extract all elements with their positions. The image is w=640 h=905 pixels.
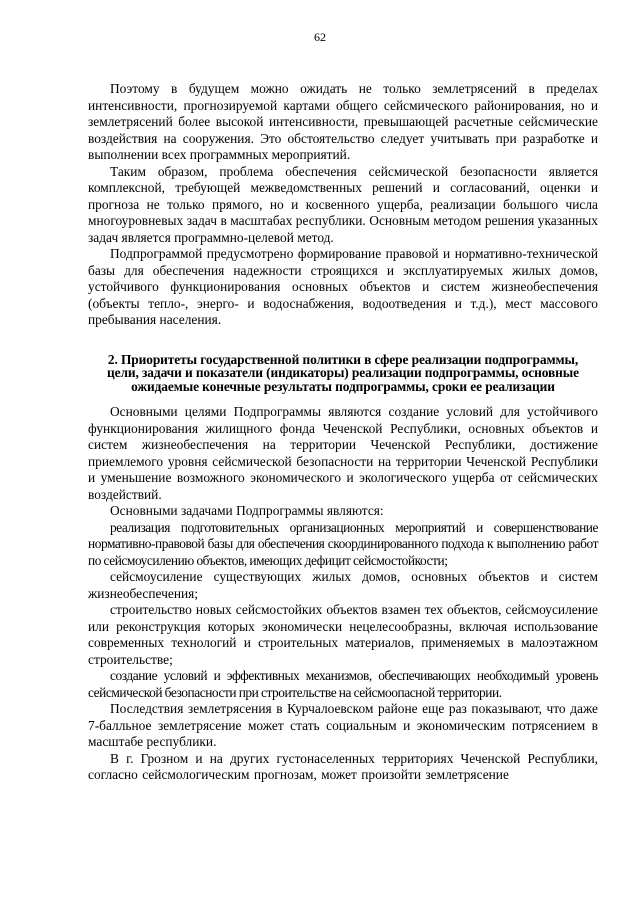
paragraph-main-goals: Основными целями Подпрограммы являются создание условий для устойчивого функционирования жилищного фонда Чеченской Республики, основных объектов и систем жизнеобеспечения на территории Чеченской Республики, достижение приемлемого уровня сейсмической безопасности на территории Чеченской Республики и уменьшение возможного экономического и экологического ущерба от сейсмических воздействий.	[88, 404, 598, 502]
section-heading: 2. Приоритеты государственной политики в сфере реализации подпрограммы, цели, задачи и показатели (индикаторы) реализации подпрограммы, основные ожидаемые конечные результаты подпрограммы, сроки ее реализации	[107, 351, 579, 394]
paragraph-main-tasks-intro: Основными задачами Подпрограммы являются:	[110, 503, 384, 519]
paragraph-kurchaloy-consequences: Последствия землетрясения в Курчалоевском районе еще раз показывают, что даже 7-балльное землетрясение может стать социальным и экономическим потрясением в масштабе республики.	[88, 701, 598, 750]
paragraph-grozny-forecast: В г. Грозном и на других густонаселенных территориях Чеченской Республики, согласно сейсмологическим прогнозам, может произойти землетрясение	[88, 750, 598, 783]
task-item-organizational: реализация подготовительных организационных мероприятий и совершенствование нормативно-правовой базы для обеспечения скоординированного подхода к выполнению работ по сейсмоусилению объектов, имеющих дефицит сейсмостойкости;	[88, 519, 598, 568]
document-body	[88, 81, 598, 784]
task-item-mechanisms: создание условий и эффективных механизмов, обеспечивающих необходимый уровень сейсмической безопасности при строительстве на сейсмоопасной территории.	[88, 668, 598, 700]
paragraph-complex-problem: Таким образом, проблема обеспечения сейсмической безопасности является комплексной, требующей межведомственных решений и согласований, оценки и прогноза не только прямого, но и косвенного ущерба, реализации большого числа многоуровневых задач в масштабах республики. Основным методом решения указанных задач является программно-целевой метод.	[88, 163, 598, 245]
paragraph-legal-base: Подпрограммой предусмотрено формирование правовой и нормативно-технической базы для обеспечения надежности строящихся и эксплуатируемых жилых домов, устойчивого функционирования основных объектов и систем жизнеобеспечения (объекты тепло-, энерго- и водоснабжения, водоотведения и т.д.), мест массового пребывания населения.	[88, 246, 598, 327]
paragraph-future-earthquakes: Поэтому в будущем можно ожидать не только землетрясений в пределах интенсивности, прогнозируемой картами общего сейсмического районирования, но и землетрясений более высокой интенсивности, превышающей расчетные сейсмические воздействия на сооружения. Это обстоятельство следует учитывать при разработке и выполнении всех программных мероприятий.	[88, 81, 598, 162]
task-item-new-construction: строительство новых сейсмостойких объектов взамен тех объектов, сейсмоусиление или реконструкция которых экономически нецелесообразны, включая использование современных технологий и строительных материалов, применяемых в малоэтажном строительстве;	[88, 602, 598, 667]
task-item-seismic-strengthening: сейсмоусиление существующих жилых домов, основных объектов и систем жизнеобеспечения;	[88, 569, 598, 601]
page-number: 62	[314, 30, 326, 44]
